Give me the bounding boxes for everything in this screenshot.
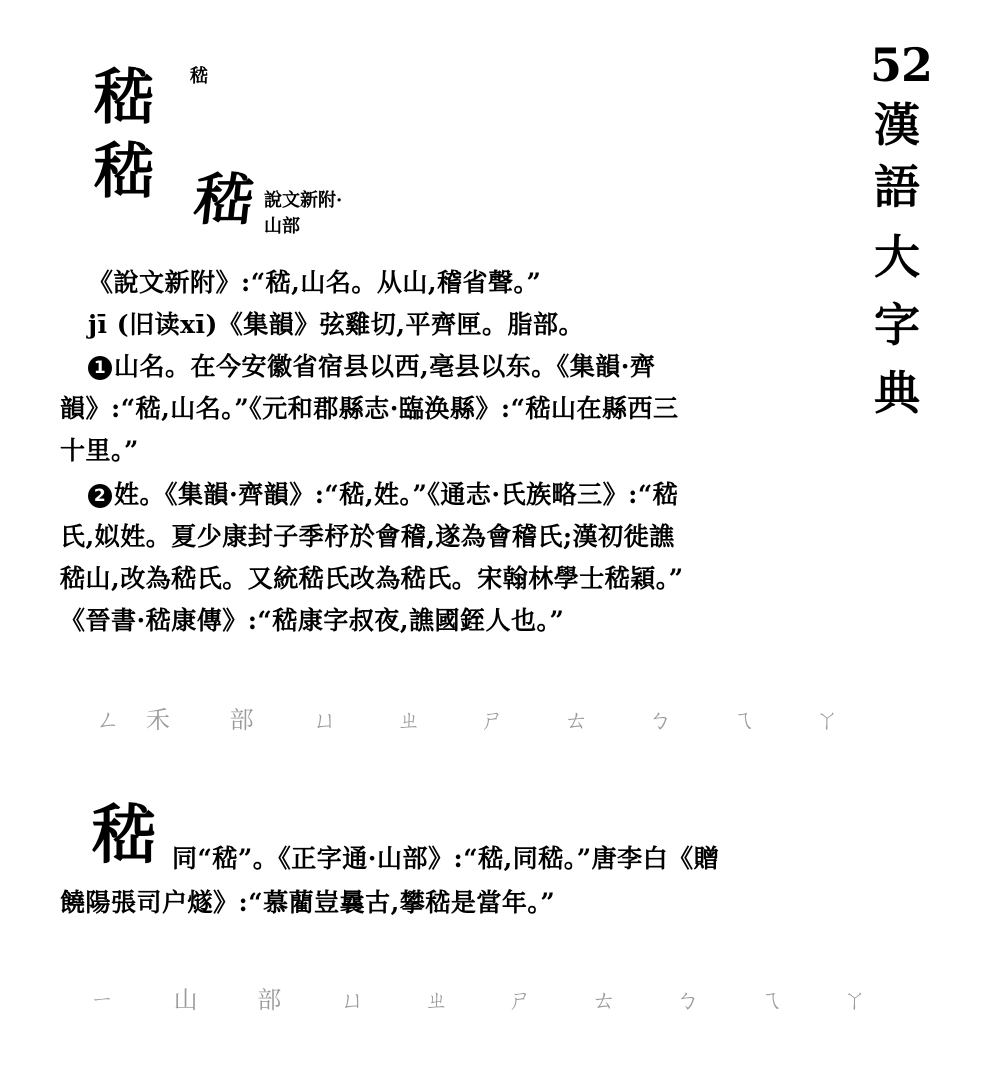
bleed-through-text: ㄥ禾 部 ㄩ ㄓ ㄕ ㄊ ㄅ ㄟ ㄚ <box>96 706 866 734</box>
entry-head-char: 嵇 <box>94 137 154 207</box>
source-note: 說文新附· <box>264 190 343 211</box>
definition-line: 十里。” <box>60 436 139 465</box>
entry-head-variant: 嵇 <box>190 66 208 87</box>
definition-line: 同“嵇”。《正字通·山部》:“嵇,同嵇。”唐李白《贈 <box>172 844 720 873</box>
bleed-through-text: ㄧ 山 部 ㄩ ㄓ ㄕ ㄊ ㄅ ㄟ ㄚ <box>90 986 893 1014</box>
entry-head-char: 嵇 <box>94 63 154 133</box>
book-title-char: 大 <box>874 230 920 284</box>
book-title-char: 字 <box>874 298 920 352</box>
page-number: 52 <box>870 38 933 92</box>
definition-line: 嵇山,改為嵇氏。又統嵇氏改為嵇氏。宋翰林學士嵇穎。” <box>60 564 684 593</box>
definition-line: 饒陽張司户燧》:“慕藺豈曩古,攀嵇是當年。” <box>60 888 556 917</box>
definition-line: 韻》:“嵇,山名。”《元和郡縣志·臨涣縣》:“嵇山在縣西三 <box>60 394 679 423</box>
definition-line: 《晉書·嵇康傳》:“嵇康字叔夜,譙國銍人也。” <box>60 606 565 635</box>
entry-head-char: 嵇 <box>92 798 156 873</box>
book-title-char: 語 <box>874 160 920 214</box>
entry-line: 《說文新附》:“嵇,山名。从山,稽省聲。” <box>88 268 542 297</box>
definition-line: 1 山名。在今安徽省宿县以西,亳县以东。《集韻·齊 <box>88 352 655 382</box>
definition-line: 2 姓。《集韻·齊韻》:“嵇,姓。”《通志·氏族略三》:“嵇 <box>88 480 678 510</box>
sense-marker-2: 2 <box>88 484 112 508</box>
sense-marker-1: 1 <box>88 356 112 380</box>
book-title-char: 漢 <box>874 98 920 152</box>
source-note: 山部 <box>264 216 300 237</box>
seal-script-char: 嵇 <box>190 167 258 233</box>
pronunciation-line: jī (旧读xī)《集韻》弦雞切,平齊匣。脂部。 <box>88 310 585 339</box>
book-title-char: 典 <box>874 366 920 420</box>
definition-line: 氏,姒姓。夏少康封子季杼於會稽,遂為會稽氏;漢初徙譙 <box>60 522 675 551</box>
